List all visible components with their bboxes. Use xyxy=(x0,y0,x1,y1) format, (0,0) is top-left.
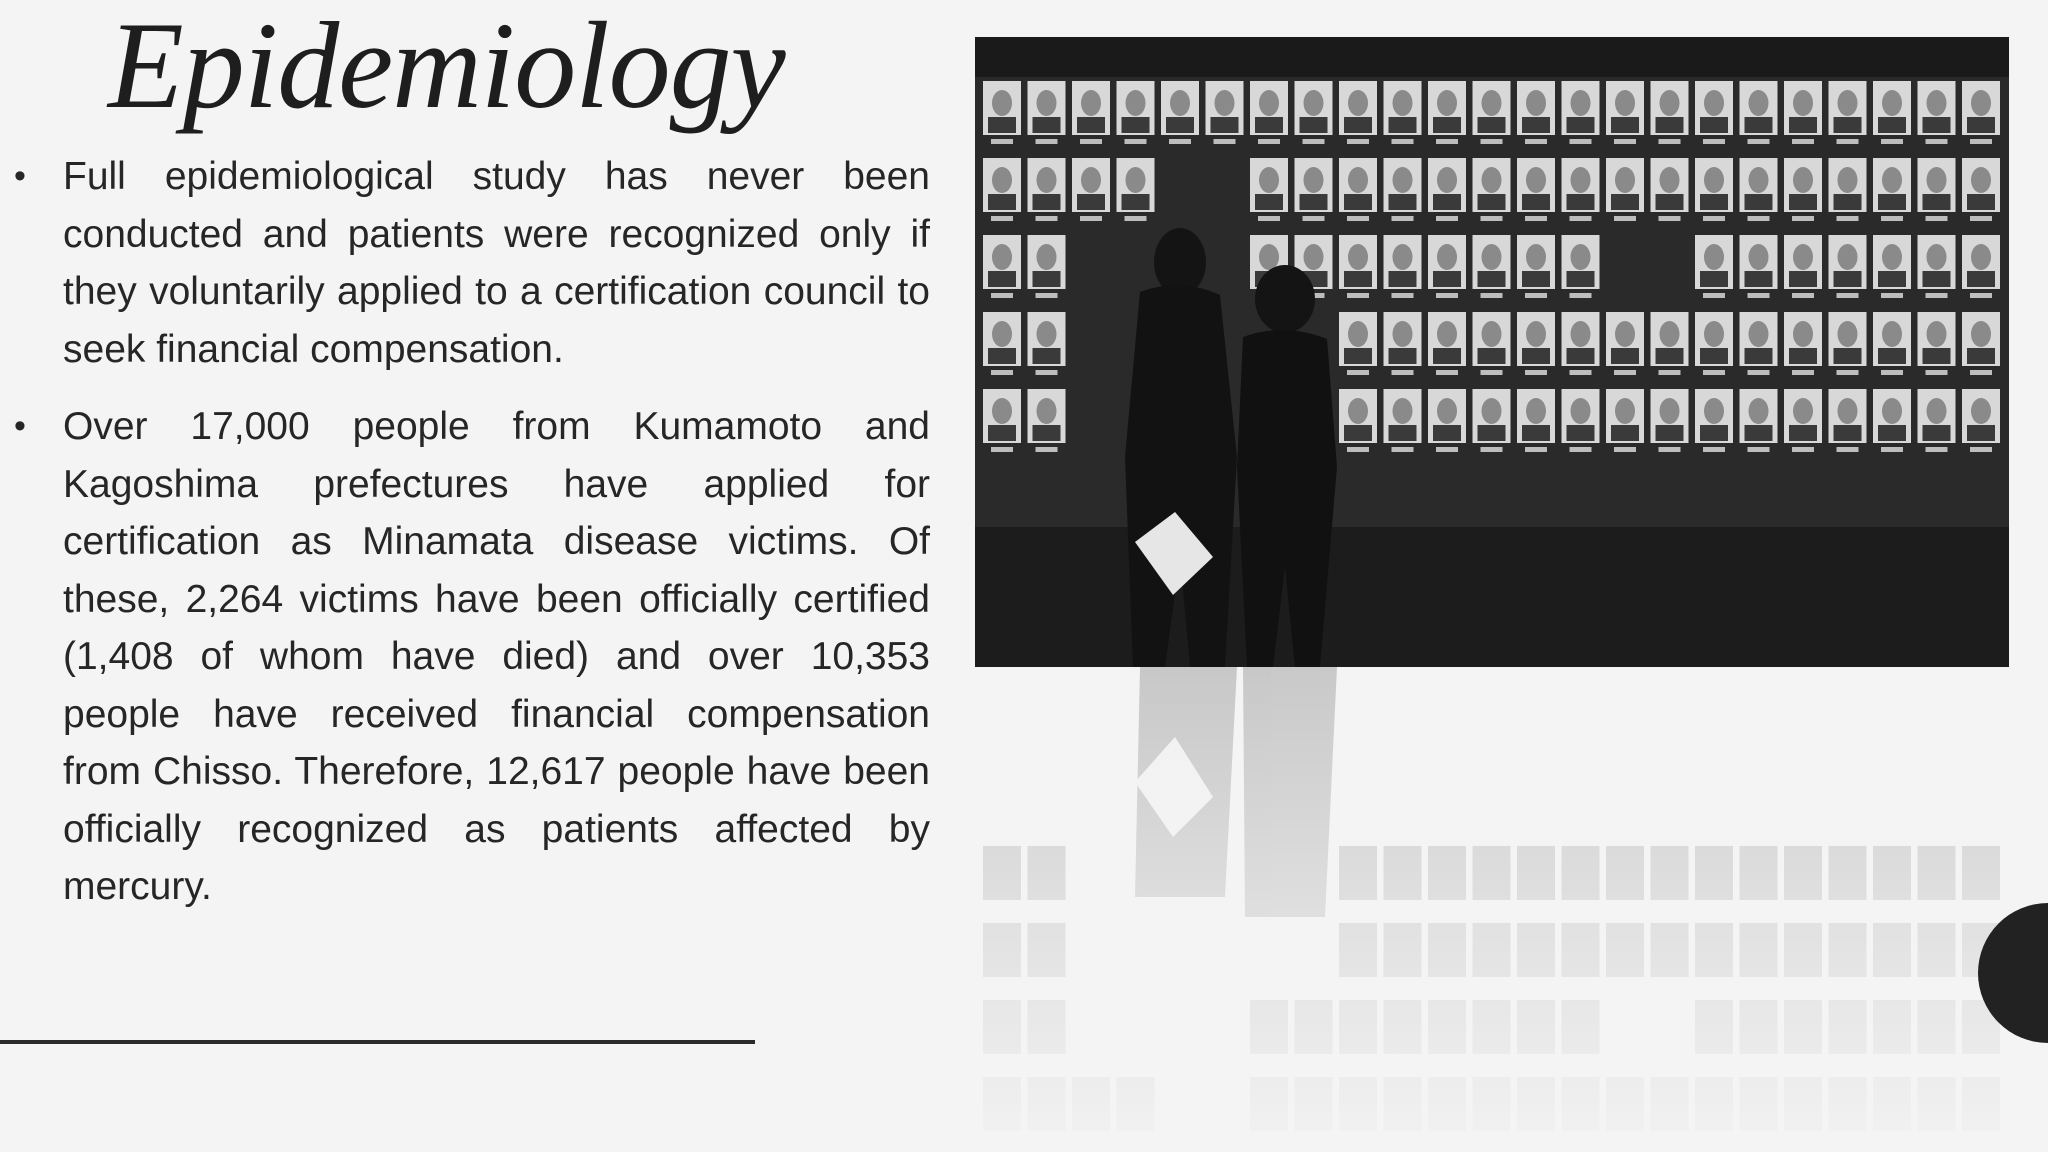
slide-title: Epidemiology xyxy=(108,0,785,134)
memorial-photo xyxy=(975,37,2009,1152)
bullet-item xyxy=(0,148,930,378)
photo-reflection-fade xyxy=(975,667,2009,1152)
bullet-list xyxy=(0,148,930,936)
bullet-text: Over 17,000 people from Kumamoto and Kagoshima prefectures have applied for certification as Minamata disease victims. Of these, 2,264 victims have been officially certified (1,408 of whom have died) and over 10,353 people have received financial compensation from Chisso. Therefore, 12,617 people have been officially recognized as patients affected by mercury. xyxy=(63,405,930,908)
divider-line xyxy=(0,1040,755,1044)
bullet-dot: • xyxy=(14,157,26,195)
bullet-text: Full epidemiological study has never been conducted and patients were recognized only if they voluntarily applied to a certification council to seek financial compensation. xyxy=(63,155,930,371)
bullet-dot: • xyxy=(14,407,26,445)
bullet-item xyxy=(0,398,930,916)
